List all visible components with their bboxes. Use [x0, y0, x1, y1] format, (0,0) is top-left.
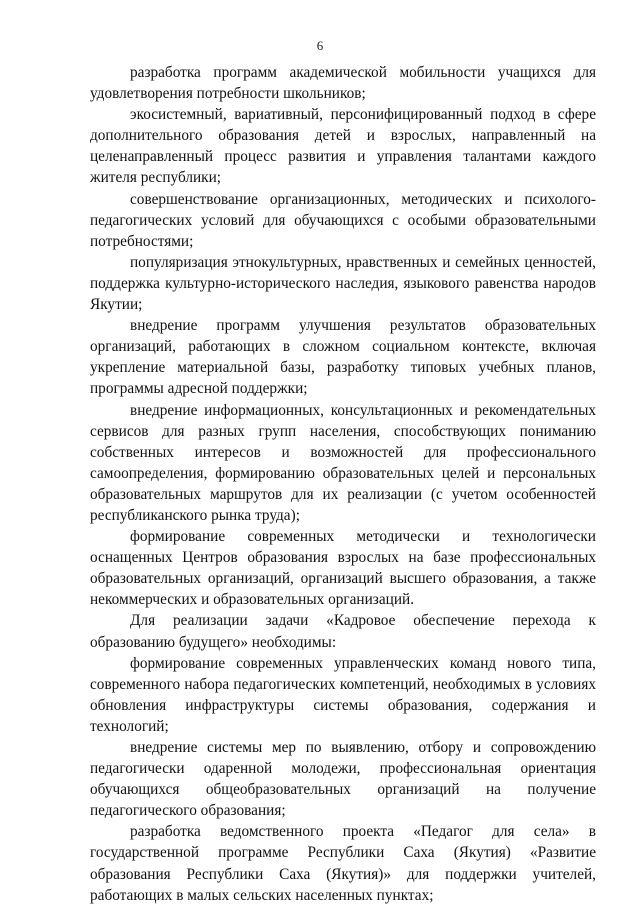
paragraph-staffing-task: Для реализации задачи «Кадровое обеспечение перехода к образованию будущего» необходимы:: [90, 612, 596, 651]
paragraph-academic-mobility: разработка программ академической мобильности учащихся для удовлетворения потребности школьников;: [90, 64, 596, 103]
paragraph-rural-teacher-project: разработка ведомственного проекта «Педагог для села» в государственной программе Республики Саха (Якутия) «Развитие образования Республики Саха (Якутия)» для поддержки учителей, работающих в малых сельских населенных пунктах;: [90, 823, 596, 904]
paragraph-special-needs: совершенствование организационных, методических и психолого-педагогических условий для обучающихся с особыми образовательными потребностями;: [90, 190, 596, 250]
paragraph-information-services: внедрение информационных, консультационных и рекомендательных сервисов для разных групп населения, способствующих пониманию собственных интересов и возможностей для профессионального самоопределения, формированию образовательных целей и персональных образовательных маршрутов для их реализации (с учетом особенностей республиканского рынка труда);: [90, 401, 596, 524]
document-body: [90, 62, 596, 906]
paragraph-adult-education-centers: формирование современных методически и технологически оснащенных Центров образования взрослых на базе профессиональных образовательных организаций, организаций высшего образования, а также некоммерческих и образовательных организаций.: [90, 528, 596, 609]
paragraph-management-teams: формирование современных управленческих команд нового типа, современного набора педагогических компетенций, необходимых в условиях обновления инфраструктуры системы образования, содержания и технологий;: [90, 654, 596, 735]
page-number: 6: [316, 38, 324, 53]
paragraph-ecosystem-approach: экосистемный, вариативный, персонифицированный подход в сфере дополнительного образования детей и взрослых, направленный на целенаправленный процесс развития и управления талантами каждого жителя республики;: [90, 106, 596, 187]
paragraph-ethnocultural-values: популяризация этнокультурных, нравственных и семейных ценностей, поддержка культурно-исторического наследия, языкового равенства народов Якутии;: [90, 253, 596, 314]
paragraph-gifted-youth: внедрение системы мер по выявлению, отбору и сопровождению педагогически одаренной молодежи, профессиональная ориентация обучающихся общеобразовательных организаций на получение педагогического образования;: [90, 739, 596, 820]
paragraph-improvement-programs: внедрение программ улучшения результатов образовательных организаций, работающих в сложном социальном контексте, включая укрепление материальной базы, разработку типовых учебных планов, программы адресной поддержки;: [90, 317, 596, 398]
